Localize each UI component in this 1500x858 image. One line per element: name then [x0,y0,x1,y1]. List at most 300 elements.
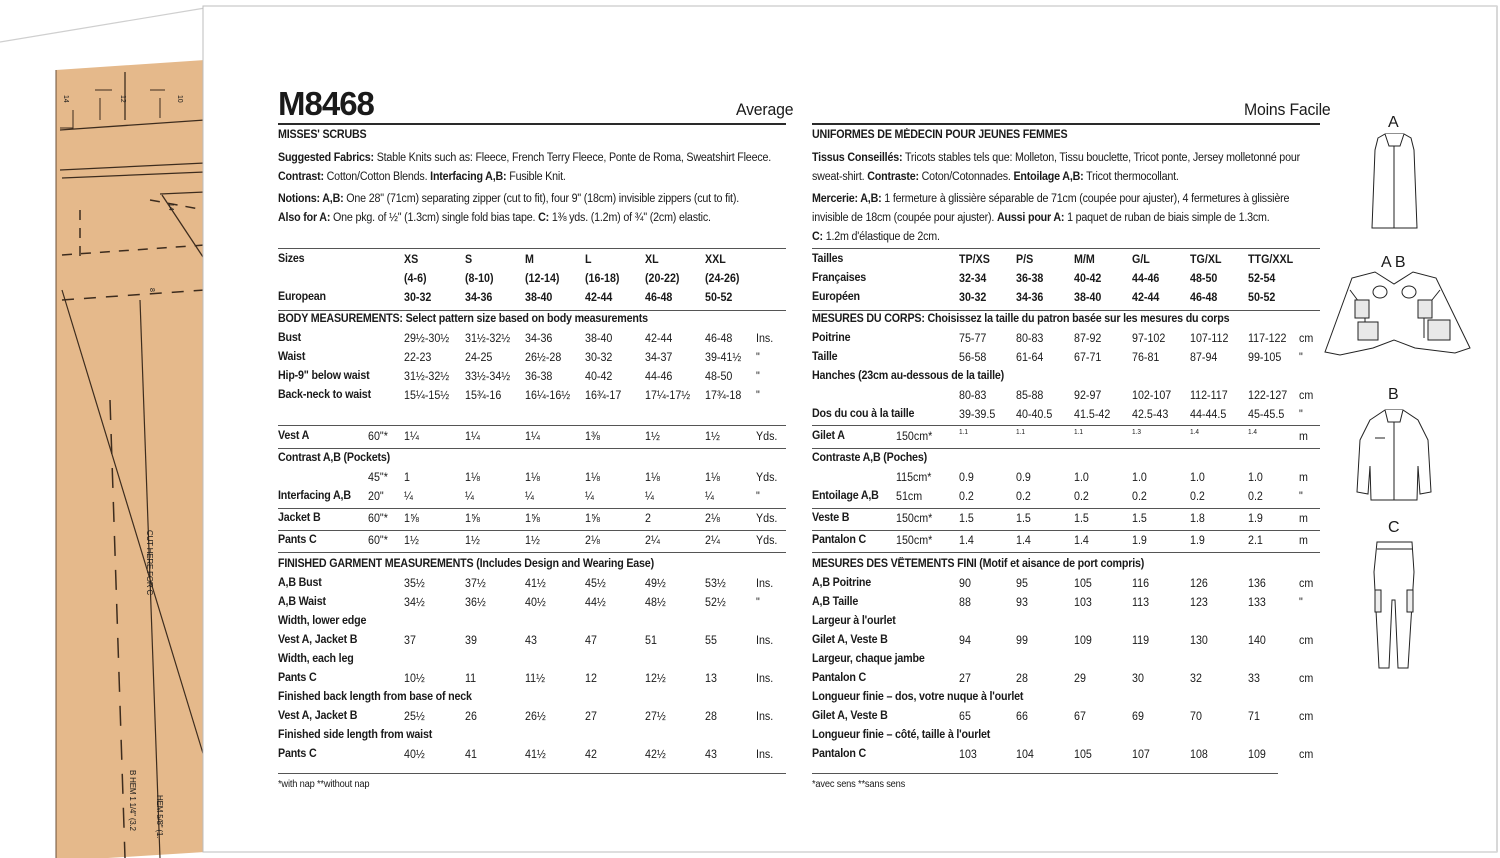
en-finished-unit: Ins. [756,635,774,647]
fr-finished-value: 93 [1016,597,1028,609]
fr-veste-b-value: 1.9 [1248,513,1263,525]
fr-finished-value: 32 [1190,673,1202,685]
en-finished-value: 11½ [525,673,546,685]
fr-size-label: G/L [1132,254,1150,266]
fr-finished-value: 66 [1016,711,1028,723]
en-body-value: 38-40 [585,333,613,345]
en-size-label: XXL [705,254,726,266]
fr-dos-value: 40-40.5 [1016,409,1053,421]
fr-veste-b-label: Veste B [812,512,850,524]
fr-contrast-value: 1.0 [1248,472,1263,484]
en-finished-unit: Ins. [756,749,774,761]
en-finished-value: 45½ [585,578,606,590]
en-pants-c-label: Pants C [278,534,317,546]
fr-pantalon-c-label: Pantalon C [812,534,866,546]
en-european-size: 46-48 [645,292,673,304]
en-finished-value: 44½ [585,597,606,609]
fr-hanches-unit: cm [1299,390,1314,402]
en-fabrics [278,153,771,165]
fr-dos-unit: " [1299,409,1303,421]
en-finished-value: 12½ [645,673,666,685]
en-size-label: S [465,254,473,266]
en-finished-value: 10½ [404,673,425,685]
fr-mercerie [812,194,1289,206]
fr-contrast-value: 1.0 [1190,472,1205,484]
en-body-value: 36-38 [525,371,553,383]
en-body-row-label: Back-neck to waist [278,389,371,401]
fr-contrast-part: Contraste: [867,171,919,183]
en-jacket-b-value: 1⅝ [465,513,480,525]
en-finished-value: 25½ [404,711,425,723]
fr-hanches-value: 92-97 [1074,390,1102,402]
en-finished-value: 26 [465,711,477,723]
fr-fabrics-part: Tissus Conseillés: [812,152,903,164]
en-finished-value: 41½ [525,749,546,761]
fr-finished-row-label: Gilet A, Veste B [812,710,888,722]
fr-finished-value: 105 [1074,578,1092,590]
en-vest-a-width: 60"* [368,431,388,443]
en-finished-value: 26½ [525,711,546,723]
fr-finished-row-label: A,B Taille [812,596,859,608]
fr-hanches-value: 122-127 [1248,390,1288,402]
en-sizes-label: Sizes [278,253,305,265]
en-finished-value: 42 [585,749,597,761]
en-body-unit: " [756,352,760,364]
fr-europeen-size: 42-44 [1132,292,1160,304]
en-finished-value: 40½ [404,749,425,761]
fr-finished-value: 99 [1016,635,1028,647]
en-body-unit: Ins. [756,333,774,345]
en-body-unit: " [756,371,760,383]
pattern-number: M8468 [278,85,374,122]
en-finished-row-label: A,B Waist [278,596,326,608]
fr-finished-unit: " [1299,597,1303,609]
fr-finished-value: 90 [959,578,971,590]
en-finished-value: 47 [585,635,597,647]
fr-finished-value: 109 [1074,635,1092,647]
fr-finished-row-label: Longueur finie – dos, votre nuque à l'ourlet [812,691,1024,703]
fr-c-part: C: [812,231,823,243]
fr-finished-heading: MESURES DES VÊTEMENTS FINI (Motif et aisance de port compris) [812,558,1145,570]
en-finished-unit: " [756,597,760,609]
en-jacket-b-unit: Yds. [756,513,778,525]
en-title: MISSES' SCRUBS [278,129,367,141]
fr-finished-row-label: A,B Poitrine [812,577,871,589]
fr-gilet-a-unit: m [1299,431,1308,443]
en-pants-c-value: 2¼ [705,535,720,547]
fr-entoilage-width: 51cm [896,491,923,503]
en-finished-value: 35½ [404,578,425,590]
fr-finished-value: 67 [1074,711,1086,723]
fr-gilet-a-value: 1.4 [1248,429,1258,436]
fr-gilet-a-value: 1.4 [1190,429,1200,436]
fr-veste-b-value: 1.5 [959,513,974,525]
en-contrast-part: Fusible Knit. [506,171,566,183]
fr-pantalon-c-value: 1.4 [1016,535,1031,547]
en-finished-value: 41 [465,749,477,761]
view-label-a: A [1388,114,1399,131]
fr-finished-value: 28 [1016,673,1028,685]
fr-entoilage-value: 0.2 [1132,491,1147,503]
fr-taille-value: 61-64 [1016,352,1044,364]
en-body-value: 48-50 [705,371,733,383]
fr-finished-value: 123 [1190,597,1208,609]
fr-finished-value: 130 [1190,635,1208,647]
fr-finished-value: 94 [959,635,971,647]
en-interfacing-value: ¼ [525,491,534,503]
en-interfacing-value: ¼ [465,491,474,503]
fr-finished-row-label: Largeur à l'ourlet [812,615,896,627]
fr-hanches-label: Hanches (23cm au-dessous de la taille) [812,370,1005,382]
en-finished-row-label: Width, lower edge [278,615,367,627]
table-rule [812,310,1320,311]
fr-entoilage-value: 0.2 [959,491,974,503]
en-finished-row-label: Pants C [278,748,317,760]
en-notions-part: One 28" (71cm) separating zipper (cut to fit), four 9" (18cm) invisible zippers (cut to fit). [343,193,740,205]
fr-gilet-a-width: 150cm* [896,431,933,443]
fr-aussi-part: 1 paquet de ruban de biais simple de 1.3cm. [1064,212,1270,224]
en-contrast-heading: Contrast A,B (Pockets) [278,452,390,464]
en-vest-a-value: 1½ [645,431,660,443]
en-contrast-value: 1⅛ [705,472,720,484]
fr-finished-value: 108 [1190,749,1208,761]
fr-finished-unit: cm [1299,635,1314,647]
en-contrast-value: 1 [404,472,410,484]
header-rule-fr [812,123,1320,125]
en-contrast-width: 45"* [368,472,388,484]
en-pants-c-value: 2⅛ [585,535,600,547]
fr-finished-value: 107 [1132,749,1150,761]
fr-finished-value: 65 [959,711,971,723]
en-pants-c-width: 60"* [368,535,388,547]
en-body-value: 26½-28 [525,352,562,364]
table-rule [812,248,1320,249]
en-body-value: 30-32 [585,352,613,364]
en-pants-c-unit: Yds. [756,535,778,547]
fr-contrast-value: 1.0 [1074,472,1089,484]
fr-dos-value: 45-45.5 [1248,409,1285,421]
fr-finished-unit: cm [1299,578,1314,590]
fr-hanches-value: 80-83 [959,390,987,402]
fr-gilet-a-value: 1.1 [959,429,969,436]
en-jacket-b-value: 2 [645,513,651,525]
fr-finished-value: 88 [959,597,971,609]
fr-size-label: TG/XL [1190,254,1222,266]
en-interfacing-value: ¼ [645,491,654,503]
en-vest-a-value: 1¼ [525,431,540,443]
en-finished-row-label: Width, each leg [278,653,354,665]
en-contrast-part: Contrast: [278,171,324,183]
en-body-value: 15¼-15½ [404,390,450,402]
fr-finished-unit: cm [1299,673,1314,685]
difficulty-en: Average [736,100,794,119]
fr-francaises-size: 44-46 [1132,273,1160,285]
fr-finished-value: 70 [1190,711,1202,723]
fr-finished-unit: cm [1299,711,1314,723]
en-contrast-value: 1⅛ [465,472,480,484]
en-alsofor-part: One pkg. of ½" (1.3cm) single fold bias tape. [330,212,539,224]
fr-finished-value: 27 [959,673,971,685]
en-notions [278,194,739,206]
fr-dos-value: 41.5-42 [1074,409,1111,421]
fr-finished-value: 116 [1132,578,1150,590]
fr-veste-b-value: 1.5 [1074,513,1089,525]
fr-pantalon-c-value: 1.9 [1190,535,1205,547]
en-interfacing-unit: " [756,491,760,503]
en-body-value: 29½-30½ [404,333,450,345]
en-pants-c-value: 1½ [465,535,480,547]
fr-body-heading: MESURES DU CORPS: Choisissez la taille du patron basée sur les mesures du corps [812,313,1230,325]
fr-poitrine-value: 87-92 [1074,333,1102,345]
en-body-value: 31½-32½ [465,333,511,345]
fr-hanches-value: 85-88 [1016,390,1044,402]
en-body-value: 39-41½ [705,352,742,364]
en-size-range: (20-22) [645,273,680,285]
table-rule [278,552,786,553]
en-finished-value: 53½ [705,578,726,590]
fr-finished-row-label: Longueur finie – côté, taille à l'ourlet [812,729,991,741]
fr-c-part: 1.2m d'élastique de 2cm. [822,231,940,243]
en-vest-a-label: Vest A [278,430,310,442]
en-european-size: 42-44 [585,292,613,304]
fr-footnote: *avec sens **sans sens [812,779,906,790]
en-finished-value: 37 [404,635,416,647]
fr-veste-b-value: 1.8 [1190,513,1205,525]
en-jacket-b-value: 2⅛ [705,513,720,525]
en-finished-value: 27½ [645,711,666,723]
fr-finished-row-label: Largeur, chaque jambe [812,653,925,665]
fr-gilet-a-value: 1.3 [1132,429,1142,436]
en-finished-value: 40½ [525,597,546,609]
en-size-range: (4-6) [404,273,427,285]
fr-francaises-size: 32-34 [959,273,987,285]
en-interfacing-value: ¼ [705,491,714,503]
fr-dos-value: 44-44.5 [1190,409,1227,421]
pattern-tissue [56,60,205,858]
fr-finished-value: 140 [1248,635,1266,647]
en-contrast-part: Interfacing A,B: [430,171,507,183]
fr-veste-b-width: 150cm* [896,513,933,525]
en-interfacing-value: ¼ [404,491,413,503]
cut-here-label: CUT HERE FOR C [145,530,154,596]
fr-finished-value: 105 [1074,749,1092,761]
fr-europeen-size: 30-32 [959,292,987,304]
fr-aussi-part: invisible de 18cm (coupée pour ajuster). [812,212,997,224]
fr-entoilage-value: 0.2 [1190,491,1205,503]
en-finished-value: 48½ [645,597,666,609]
en-body-unit: " [756,390,760,402]
en-european-size: 50-52 [705,292,733,304]
fr-pantalon-c-width: 150cm* [896,535,933,547]
en-body-row-label: Waist [278,351,306,363]
en-finished-row-label: Vest A, Jacket B [278,710,358,722]
fr-finished-value: 119 [1132,635,1150,647]
fr-pantalon-c-value: 1.4 [959,535,974,547]
en-finished-value: 37½ [465,578,486,590]
pattern-mark: 14 [167,203,174,211]
fr-contrast-heading: Contraste A,B (Poches) [812,452,927,464]
pattern-mark: 14 [62,95,69,103]
en-finished-value: 49½ [645,578,666,590]
fr-taille-value: 99-105 [1248,352,1282,364]
en-finished-unit: Ins. [756,578,774,590]
en-body-value: 16¾-17 [585,390,622,402]
fr-contrast-part: Tricot thermocollant. [1083,171,1179,183]
en-body-value: 22-23 [404,352,432,364]
en-body-row-label: Bust [278,332,302,344]
en-body-value: 17¼-17½ [645,390,691,402]
fr-pantalon-c-value: 2.1 [1248,535,1263,547]
fr-finished-value: 71 [1248,711,1260,723]
fr-francaises-size: 40-42 [1074,273,1102,285]
en-body-value: 44-46 [645,371,673,383]
en-finished-row-label: Pants C [278,672,317,684]
en-jacket-b-value: 1⅝ [404,513,419,525]
table-rule [278,530,786,531]
en-jacket-b-value: 1⅝ [525,513,540,525]
en-alsofor [278,213,711,225]
fr-hanches-value: 102-107 [1132,390,1172,402]
en-finished-value: 12 [585,673,597,685]
fr-aussi [812,213,1270,225]
en-contrast-value: 1⅛ [525,472,540,484]
fr-finished-value: 113 [1132,597,1150,609]
fr-finished-row-label: Pantalon C [812,748,866,760]
en-finished-value: 43 [705,749,717,761]
en-european-size: 34-36 [465,292,493,304]
fr-size-label: TTG/XXL [1248,254,1294,266]
en-jacket-b-label: Jacket B [278,512,321,524]
fr-finished-value: 136 [1248,578,1266,590]
table-rule [812,425,1320,426]
view-label-ab: A B [1381,254,1406,271]
table-rule [812,773,1278,774]
en-finished-value: 39 [465,635,477,647]
en-body-value: 34-36 [525,333,553,345]
fr-hanches-value: 112-117 [1190,390,1228,402]
table-rule [278,248,786,249]
fr-gilet-a-value: 1.1 [1016,429,1026,436]
en-finished-value: 11 [465,673,477,685]
table-rule [278,773,786,774]
fr-mercerie-part: 1 fermeture à glissière séparable de 71cm (coupée pour ajuster), 4 fermetures à glissière [881,193,1290,205]
en-body-value: 31½-32½ [404,371,450,383]
en-size-range: (24-26) [705,273,740,285]
table-rule [278,448,786,449]
en-vest-a-value: 1¼ [465,431,480,443]
en-body-value: 15¾-16 [465,390,502,402]
en-pants-c-value: 1½ [525,535,540,547]
fr-poitrine-value: 117-122 [1248,333,1287,345]
hem-c-label: HEM 5/8" (1. [155,795,164,839]
fr-taille-value: 87-94 [1190,352,1218,364]
en-finished-row-label: Vest A, Jacket B [278,634,358,646]
en-european-size: 38-40 [525,292,553,304]
fr-contrast-value: 0.9 [959,472,974,484]
fr-poitrine-unit: cm [1299,333,1314,345]
en-finished-unit: Ins. [756,711,774,723]
fr-taille-value: 56-58 [959,352,987,364]
fr-gilet-a-label: Gilet A [812,430,845,442]
fr-fabrics [812,153,1300,165]
en-body-value: 33½-34½ [465,371,511,383]
fr-size-label: TP/XS [959,254,990,266]
en-body-heading: BODY MEASUREMENTS: Select pattern size based on body measurements [278,313,648,325]
en-finished-value: 28 [705,711,717,723]
table-rule [278,508,786,509]
en-finished-heading: FINISHED GARMENT MEASUREMENTS (Includes Design and Wearing Ease) [278,558,654,570]
en-contrast-value: 1⅛ [585,472,600,484]
en-fabrics-part: Suggested Fabrics: [278,152,374,164]
en-finished-value: 42½ [645,749,666,761]
fr-tailles-label: Tailles [812,253,844,265]
fr-europeen-size: 46-48 [1190,292,1218,304]
table-rule [812,530,1320,531]
fr-entoilage-label: Entoilage A,B [812,490,879,502]
fr-francaises-label: Françaises [812,272,867,284]
en-size-range: (12-14) [525,273,560,285]
en-finished-value: 36½ [465,597,486,609]
en-finished-row-label: Finished side length from waist [278,729,433,741]
fr-c [812,232,940,244]
view-label-c: C [1388,519,1400,536]
fr-finished-value: 30 [1132,673,1144,685]
fr-entoilage-unit: " [1299,491,1303,503]
en-size-label: XS [404,254,419,266]
fr-pantalon-c-value: 1.4 [1074,535,1089,547]
en-european-label: European [278,291,326,303]
difficulty-fr: Moins Facile [1244,100,1331,119]
fr-entoilage-value: 0.2 [1016,491,1031,503]
en-vest-a-value: 1⅜ [585,431,600,443]
fr-veste-b-value: 1.5 [1132,513,1147,525]
fr-francaises-size: 36-38 [1016,273,1044,285]
view-label-b: B [1388,386,1399,403]
en-alsofor-part: Also for A: [278,212,331,224]
header-rule-en [278,123,786,125]
fr-mercerie-part: Mercerie: A,B: [812,193,882,205]
en-interfacing-value: ¼ [585,491,594,503]
fr-europeen-size: 38-40 [1074,292,1102,304]
en-vest-a-unit: Yds. [756,431,778,443]
en-body-value: 34-37 [645,352,673,364]
fr-finished-row-label: Pantalon C [812,672,866,684]
en-finished-row-label: A,B Bust [278,577,322,589]
en-notions-part: Notions: A,B: [278,193,344,205]
en-vest-a-value: 1¼ [404,431,419,443]
fr-pantalon-c-unit: m [1299,535,1308,547]
en-finished-value: 27 [585,711,597,723]
en-body-row-label: Hip-9" below waist [278,370,370,382]
fr-size-label: M/M [1074,254,1095,266]
en-pants-c-value: 2¼ [645,535,660,547]
en-fabrics-part: Stable Knits such as: Fleece, French Terry Fleece, Ponte de Roma, Sweatshirt Fleece. [373,152,772,164]
en-finished-value: 34½ [404,597,425,609]
fr-veste-b-unit: m [1299,513,1308,525]
en-size-range: (16-18) [585,273,620,285]
fr-fabrics-part: Tricots stables tels que: Molleton, Tissu bouclette, Tricot ponte, Jersey molletonné pour [902,152,1300,164]
pattern-mark: 10 [176,95,183,103]
fr-taille-value: 67-71 [1074,352,1102,364]
fr-aussi-part: Aussi pour A: [996,212,1065,224]
en-finished-value: 13 [705,673,717,685]
fr-finished-value: 29 [1074,673,1086,685]
table-rule [812,448,1320,449]
en-body-value: 42-44 [645,333,673,345]
en-finished-row-label: Finished back length from base of neck [278,691,472,703]
fr-taille-value: 76-81 [1132,352,1160,364]
fr-size-label: P/S [1016,254,1034,266]
